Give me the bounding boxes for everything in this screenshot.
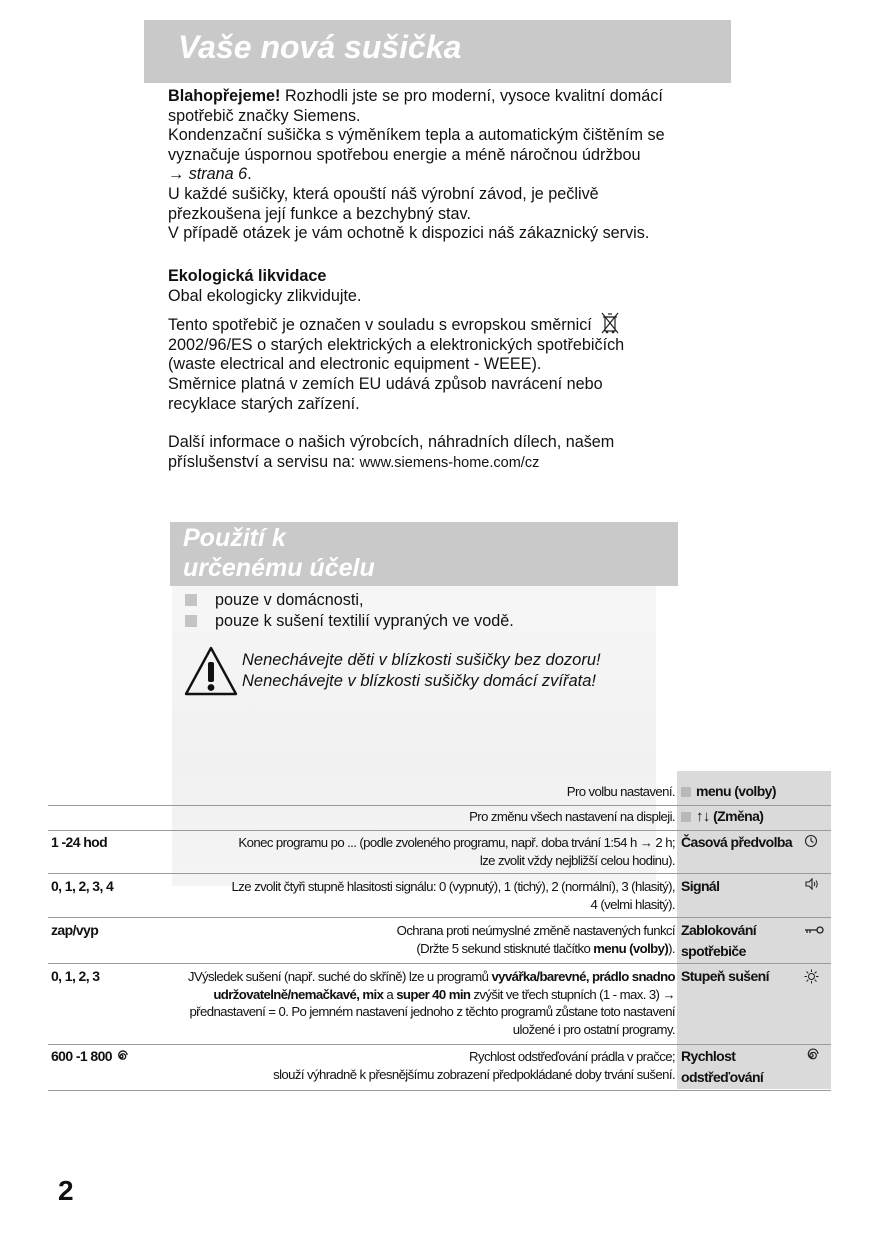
row-desc-line: Ochrana proti neúmyslné změně nastavených funkcí [396, 923, 675, 938]
row-name-line: spotřebiče [681, 943, 746, 959]
list-item [185, 590, 363, 610]
spin-icon [804, 1048, 819, 1063]
row-desc-line: 4 (velmi hlasitý). [590, 896, 675, 912]
usage-title-line: Použití k [183, 524, 286, 552]
table-rule [48, 963, 831, 964]
eco-heading: Ekologická likvidace [168, 267, 327, 285]
row-value: 0, 1, 2, 3 [51, 968, 100, 984]
warning-line: Nenechávejte děti v blízkosti sušičky bez dozoru! [242, 651, 601, 669]
row-desc-line: lze zvolit vždy nejbližší celou hodinu). [479, 852, 675, 868]
row-desc-line: Rychlost odstřeďování prádla v pračce; [469, 1049, 675, 1064]
bullet-square-icon [185, 594, 197, 606]
page-reference: strana 6 [188, 165, 248, 184]
key-icon [804, 925, 824, 935]
page-number: 2 [58, 1175, 74, 1206]
sun-icon [804, 969, 819, 984]
info-line: Další informace o našich výrobcích, náhradních dílech, našem [168, 433, 615, 451]
eco-line: Tento spotřebič je označen v souladu s evropskou směrnicí [168, 316, 592, 335]
menu-row-desc: Pro volbu nastavení. [566, 784, 675, 799]
row-desc-line: Lze zvolit čtyři stupně hlasitosti signálu: 0 (vypnutý), 1 (tichý), 2 (normální), 3 (hlasitý), [231, 879, 675, 894]
usage-title-line: určenému účelu [183, 554, 375, 582]
row-name [681, 1046, 763, 1088]
row-name-line: Rychlost [681, 1048, 736, 1064]
spin-icon [115, 1050, 128, 1063]
row-desc [232, 878, 675, 913]
intro-line: přezkoušena její funkce a bezchybný stav. [168, 204, 471, 223]
info-line: příslušenství a servisu na: [168, 452, 356, 471]
crossed-bin-icon [600, 311, 620, 335]
arrow-glyph: → [168, 165, 185, 184]
menu-row-name [681, 781, 776, 802]
row-desc-bold: udržovatelně/nemačkavé, mix [213, 986, 384, 1002]
change-row-name [681, 806, 763, 827]
row-desc-bold: vyvářka/barevné, prádlo snadno [491, 969, 675, 984]
intro-line: U každé sušičky, která opouští náš výrobní závod, je pečlivě [168, 184, 599, 203]
small-square-icon [681, 812, 691, 822]
intro-text [168, 87, 748, 244]
eco-line: (waste electrical and electronic equipment - WEEE). [168, 355, 542, 374]
row-value-text: 600 -1 800 [51, 1048, 112, 1064]
row-value: 0, 1, 2, 3, 4 [51, 878, 114, 894]
eco-line: recyklace starých zařízení. [168, 394, 360, 413]
row-desc-line: přednastavení = 0. Po jemném nastavení jednoho z těchto programů zůstane toto nastavení [189, 1004, 675, 1019]
table-rule [48, 873, 831, 874]
row-desc-part: JVýsledek sušení (např. suché do skříně) lze u programů [187, 969, 492, 984]
intro-line: spotřebič značky Siemens. [168, 106, 361, 125]
clock-icon [804, 834, 818, 848]
row-name [681, 920, 756, 962]
row-name-line: Zablokování [681, 922, 757, 938]
list-item-text: pouze k sušení textilií vypraných ve vodě. [215, 612, 514, 630]
eco-line: 2002/96/ES o starých elektrických a elektronických spotřebičích [168, 335, 625, 354]
row-desc [273, 1048, 675, 1083]
row-value: zap/vyp [51, 922, 99, 938]
eco-section [168, 267, 748, 414]
table-rule [48, 1090, 831, 1091]
list-item-text: pouze v domácnosti, [215, 591, 364, 609]
table-rule [48, 830, 831, 831]
row-desc [238, 834, 675, 869]
speaker-icon [804, 877, 820, 891]
usage-title [183, 523, 375, 583]
congrats-rest: Rozhodli jste se pro moderní, vysoce kvalitní domácí [280, 87, 663, 105]
eco-line: Obal ekologicky zlikvidujte. [168, 286, 362, 305]
eco-line: Směrnice platná v zemích EU udává způsob navrácení nebo [168, 374, 603, 393]
intro-line: vyznačuje úspornou spotřebou energie a méně náročnou údržbou [168, 145, 641, 164]
bullet-square-icon [185, 615, 197, 627]
row-desc-line: Konec programu po ... (podle zvoleného programu, např. doba trvání 1:54 h → 2 h; [238, 835, 675, 850]
info-section [168, 433, 748, 473]
row-name: Signál [681, 878, 720, 894]
period: . [247, 165, 252, 184]
warning-line: Nenechávejte v blízkosti sušičky domácí zvířata! [242, 672, 596, 690]
row-name: Časová předvolba [681, 834, 792, 850]
row-desc-bold: menu (volby) [593, 940, 669, 956]
small-square-icon [681, 787, 691, 797]
row-desc-line: slouží výhradně k přesnějšímu zobrazení předpokládané doby trvání sušení. [273, 1066, 675, 1082]
table-rule [48, 917, 831, 918]
row-desc-part: zvýšit ve třech stupních (1 - max. 3) → [470, 986, 675, 1002]
warning-text [242, 650, 601, 692]
congrats-bold: Blahopřejeme! [168, 87, 281, 105]
row-value [51, 1047, 128, 1066]
row-desc-line: uložené i pro ostatní programy. [512, 1021, 675, 1037]
row-desc-bold: super 40 min [396, 986, 471, 1002]
row-value: 1 -24 hod [51, 834, 108, 850]
row-desc [188, 968, 675, 1038]
row-name: Stupeň sušení [681, 968, 769, 984]
website-link[interactable]: www.siemens-home.com/cz [359, 454, 540, 471]
change-label: (Změna) [713, 808, 764, 824]
intro-line: Kondenzační sušička s výměníkem tepla a automatickým čištěním se [168, 126, 665, 145]
row-desc-part: a [383, 986, 397, 1002]
row-name-line: odstřeďování [681, 1069, 764, 1085]
intro-line: V případě otázek je vám ochotně k dispozici náš zákaznický servis. [168, 224, 650, 243]
row-desc-part: (Držte 5 sekund stisknuté tlačítko [416, 940, 594, 956]
page-title: Vaše nová sušička [178, 29, 462, 65]
warning-triangle-icon [183, 645, 239, 697]
row-desc [397, 922, 675, 957]
up-down-arrows-icon: ↑↓ [696, 808, 710, 825]
table-rule [48, 1044, 831, 1045]
menu-label: menu (volby) [696, 783, 776, 799]
list-item [185, 611, 514, 631]
row-desc-part: ). [668, 940, 675, 956]
change-row-desc: Pro změnu všech nastavení na displeji. [469, 809, 675, 824]
